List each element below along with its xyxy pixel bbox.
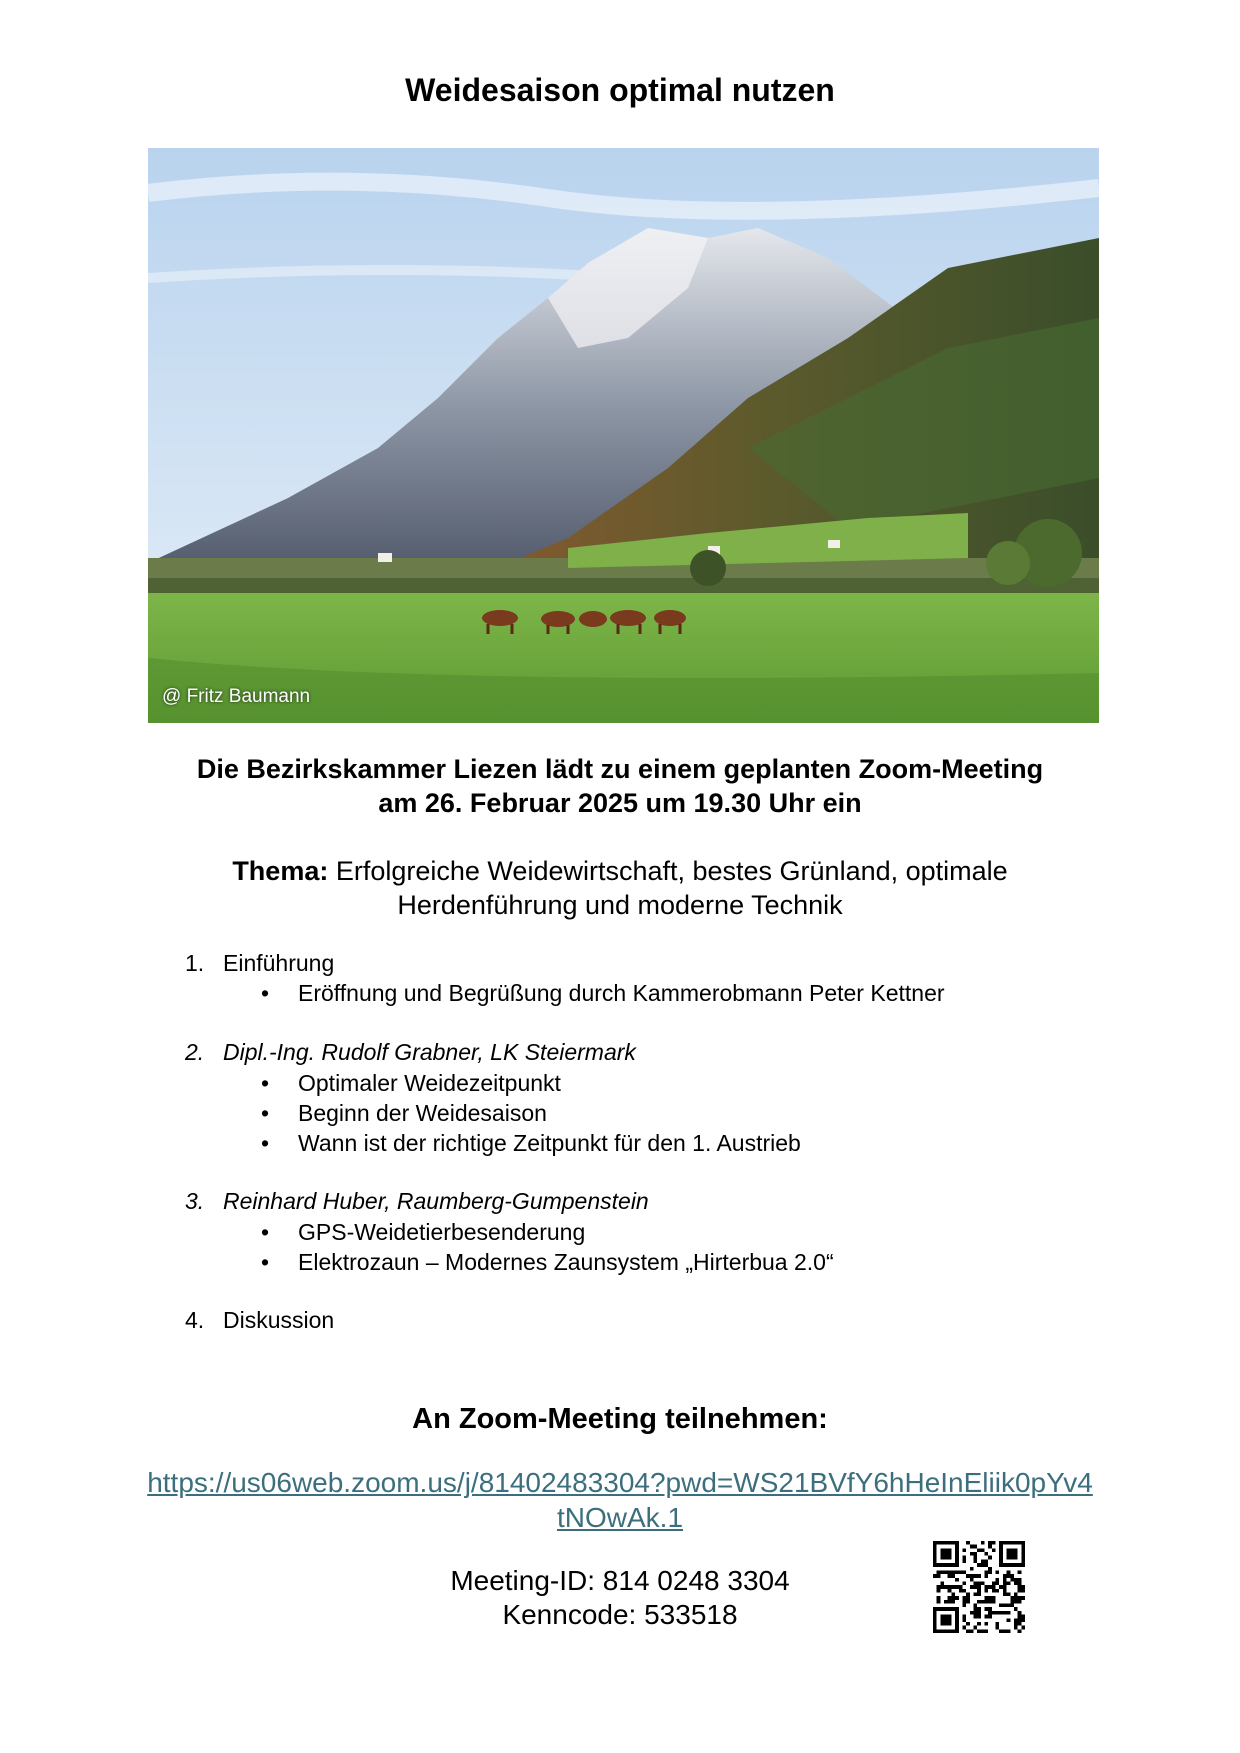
invitation-text [0, 752, 1240, 820]
meeting-passcode: Kenncode: 533518 [502, 1599, 738, 1630]
bullet-icon: • [261, 1249, 270, 1275]
agenda-number: 1. [185, 950, 205, 976]
agenda-bullet-text: Beginn der Weidesaison [298, 1100, 547, 1126]
invitation-line-2: am 26. Februar 2025 um 19.30 Uhr ein [378, 788, 862, 818]
theme [140, 854, 1100, 922]
agenda-number: 2. [185, 1039, 205, 1065]
theme-text: Erfolgreiche Weidewirtschaft, bestes Grünland, optimale Herdenführung und moderne Technik [335, 856, 1008, 920]
agenda-bullet-text: Optimaler Weidezeitpunkt [298, 1070, 561, 1096]
agenda-bullet-text: GPS-Weidetierbesenderung [298, 1219, 586, 1245]
meeting-info [410, 1564, 830, 1632]
invitation-line-1: Die Bezirkskammer Liezen lädt zu einem geplanten Zoom-Meeting [196, 754, 1044, 784]
zoom-link[interactable]: https://us06web.zoom.us/j/81402483304?pwd=WS21BVfY6hHeInEliik0pYv4tNOwAk.1 [147, 1467, 1093, 1533]
bullet-icon: • [261, 1130, 270, 1156]
agenda-heading: Diskussion [223, 1307, 335, 1333]
agenda-heading: Einführung [223, 950, 335, 976]
meeting-id: Meeting-ID: 814 0248 3304 [450, 1565, 790, 1596]
bullet-icon: • [261, 1219, 270, 1245]
bullet-icon: • [261, 1100, 270, 1126]
agenda-bullet-text: Eröffnung und Begrüßung durch Kammerobmann Peter Kettner [298, 980, 945, 1006]
agenda-bullet-text: Wann ist der richtige Zeitpunkt für den 1. Austrieb [298, 1130, 801, 1156]
agenda-bullet-text: Elektrozaun – Modernes Zaunsystem „Hirterbua 2.0“ [298, 1249, 834, 1275]
bullet-icon: • [261, 1070, 270, 1096]
agenda-heading: Dipl.-Ing. Rudolf Grabner, LK Steiermark [223, 1039, 636, 1065]
agenda-heading: Reinhard Huber, Raumberg-Gumpenstein [223, 1188, 649, 1214]
photo-credit: @ Fritz Baumann [162, 686, 311, 707]
agenda-number: 4. [185, 1307, 205, 1333]
zoom-heading: An Zoom-Meeting teilnehmen: [412, 1403, 828, 1435]
qr-code-icon [933, 1541, 1025, 1633]
theme-label: Thema: [232, 856, 329, 886]
landscape-photo [148, 148, 1099, 723]
page-title: Weidesaison optimal nutzen [405, 72, 835, 108]
bullet-icon: • [261, 980, 270, 1006]
agenda-number: 3. [185, 1188, 205, 1214]
